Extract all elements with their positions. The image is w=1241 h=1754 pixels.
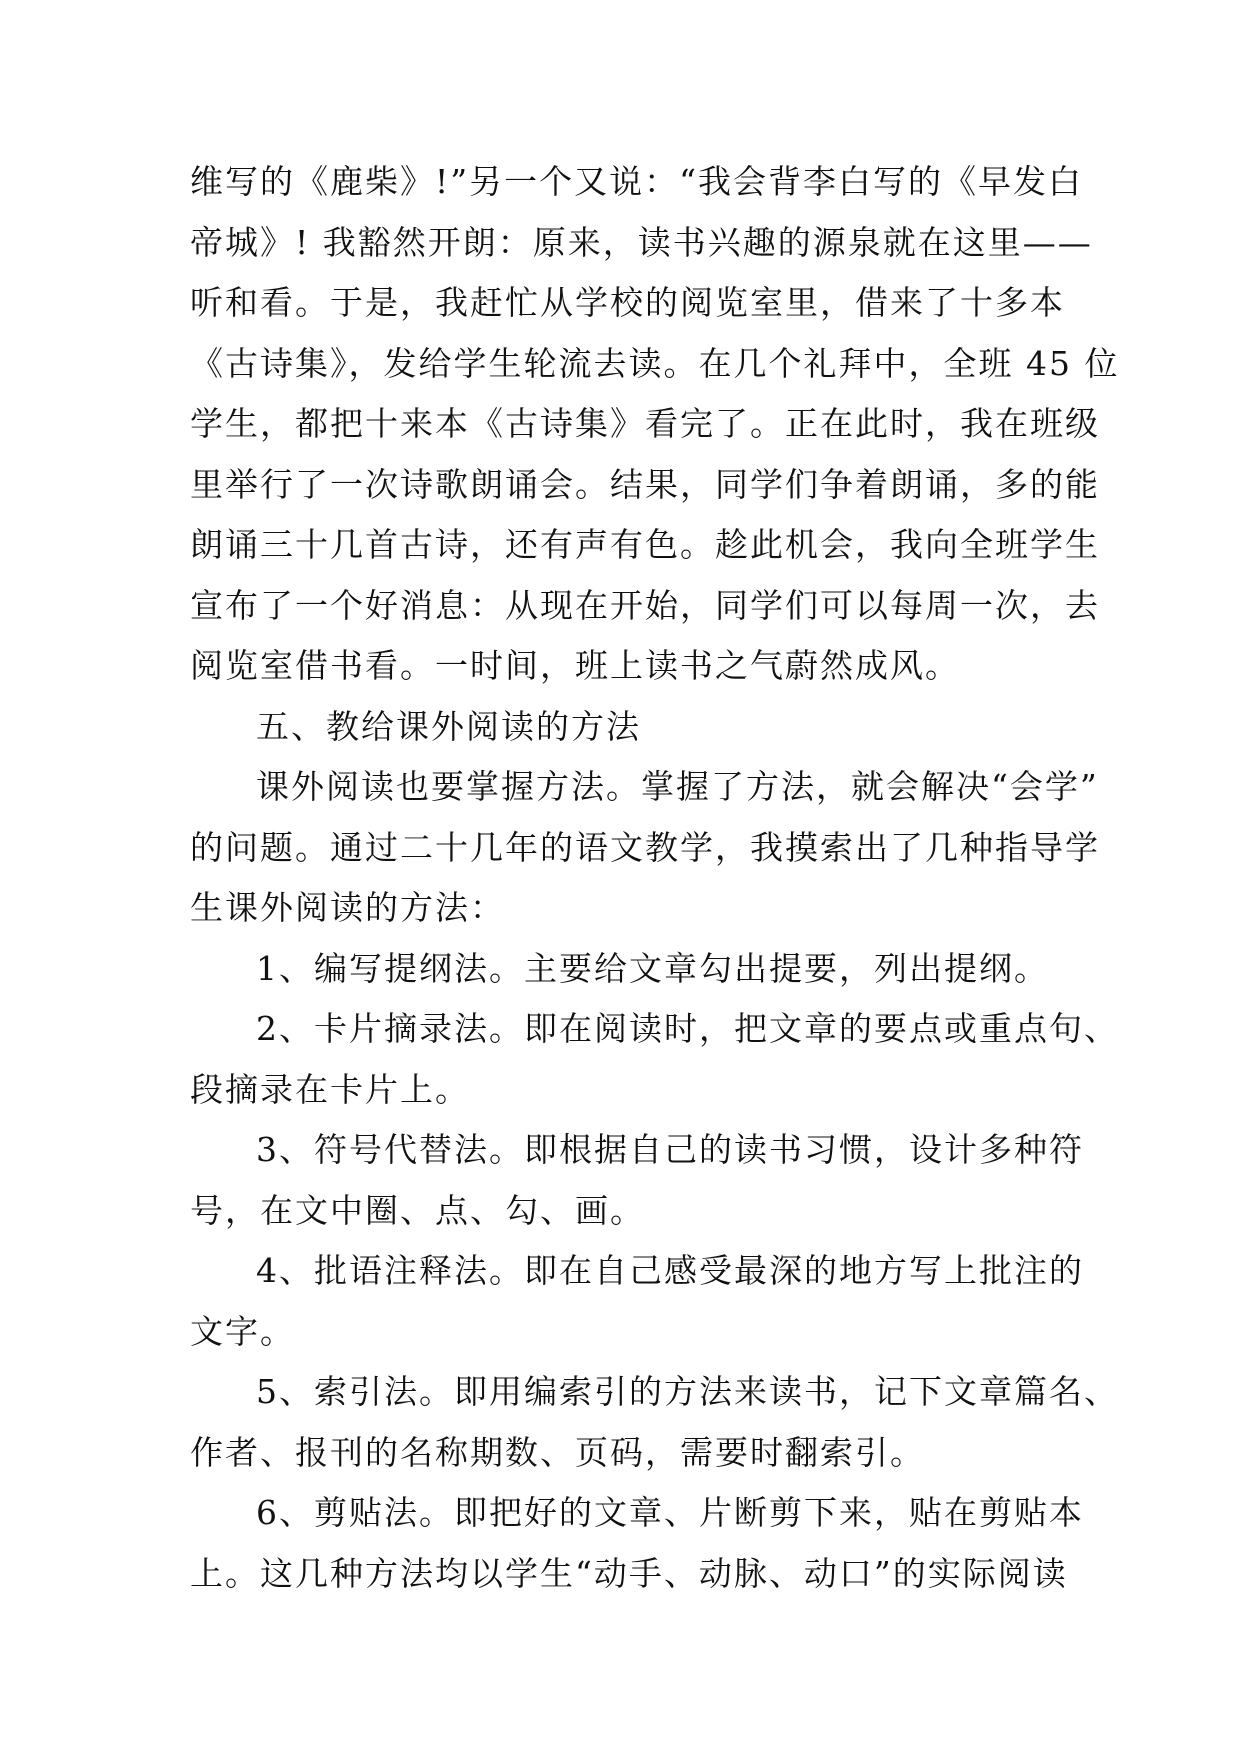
text-line: 《古诗集》，发给学生轮流去读。在几个礼拜中，全班 45 位 (190, 343, 1120, 383)
text-line: 朗诵三十几首古诗，还有声有色。趁此机会，我向全班学生 (190, 525, 1100, 564)
section-heading: 五、教给课外阅读的方法 (256, 706, 641, 746)
list-item-4: 4、批语注释法。即在自己感受最深的地方写上批注的 (256, 1251, 1084, 1290)
body-text (190, 152, 1120, 1604)
text-line: 帝城》! 我豁然开朗：原来，读书兴趣的源泉就在这里—— (190, 222, 1093, 262)
text-line: 听和看。于是，我赶忙从学校的阅览室里，借来了十多本 (190, 283, 1065, 322)
text-line: 学生，都把十来本《古诗集》看完了。正在此时，我在班级 (190, 404, 1100, 443)
list-item-1: 1、编写提纲法。主要给文章勾出提要，列出提纲。 (256, 948, 1049, 988)
text-line: 上。这几种方法均以学生“动手、动脉、动口”的实际阅读 (190, 1553, 1068, 1593)
list-item-3: 3、符号代替法。即根据自己的读书习惯，设计多种符 (256, 1130, 1084, 1169)
text-line: 生课外阅读的方法： (190, 888, 505, 927)
text-line: 阅览室借书看。一时间，班上读书之气蔚然成风。 (190, 646, 960, 685)
text-line: 号，在文中圈、点、勾、画。 (190, 1190, 645, 1230)
text-line: 宣布了一个好消息：从现在开始，同学们可以每周一次，去 (190, 585, 1100, 625)
text-line: 段摘录在卡片上。 (190, 1069, 470, 1109)
text-line: 文字。 (190, 1311, 295, 1351)
text-line: 维写的《鹿柴》!”另一个又说：“我会背李白写的《早发白 (190, 162, 1084, 201)
text-line: 课外阅读也要掌握方法。掌握了方法，就会解决“会学” (256, 767, 1099, 806)
list-item-5: 5、索引法。即用编索引的方法来读书，记下文章篇名、 (256, 1372, 1119, 1411)
text-line: 里举行了一次诗歌朗诵会。结果，同学们争着朗诵，多的能 (190, 464, 1100, 504)
list-item-6: 6、剪贴法。即把好的文章、片断剪下来，贴在剪贴本 (256, 1493, 1084, 1532)
text-line: 的问题。通过二十几年的语文教学，我摸索出了几种指导学 (190, 827, 1100, 867)
text-line: 作者、报刊的名称期数、页码，需要时翻索引。 (190, 1432, 925, 1472)
list-item-2: 2、卡片摘录法。即在阅读时，把文章的要点或重点句、 (256, 1009, 1119, 1048)
